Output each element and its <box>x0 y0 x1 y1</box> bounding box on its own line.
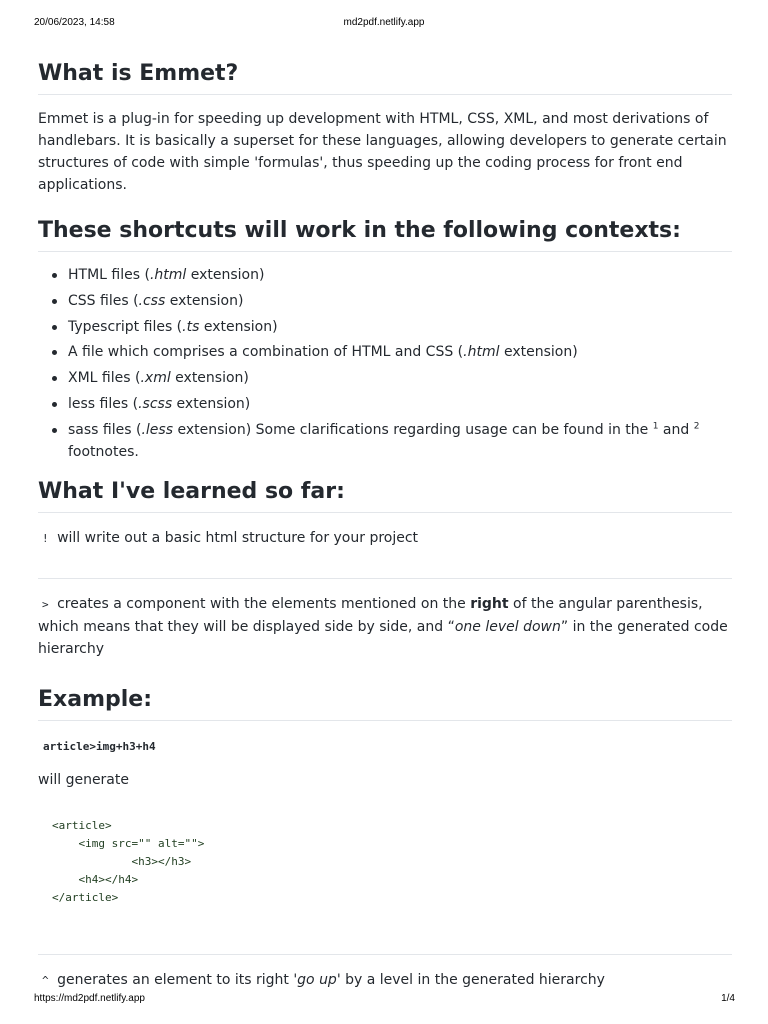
item-text: extension) Some clarifications regarding usage can be found in the <box>173 421 653 438</box>
item-extension: .less <box>141 421 173 438</box>
item-extension: .css <box>138 292 166 309</box>
item-text: extension) <box>172 395 251 412</box>
bullet-icon <box>52 325 57 330</box>
print-url: https://md2pdf.netlify.app <box>34 993 145 1004</box>
bullet-icon <box>52 299 57 304</box>
gt-text: ” in the generated code hierarchy <box>38 618 728 657</box>
bullet-icon <box>52 428 57 433</box>
print-site-name: md2pdf.netlify.app <box>343 17 425 28</box>
print-header <box>0 17 768 31</box>
emmet-abbreviation: article>img+h3+h4 <box>43 739 156 753</box>
gt-emphasis: one level down <box>454 618 561 635</box>
item-text: extension) <box>186 267 265 283</box>
gt-symbol: > <box>42 597 49 611</box>
list-item <box>68 393 732 415</box>
gt-bold: right <box>470 595 509 612</box>
item-text: sass files ( <box>68 421 142 438</box>
item-extension: .scss <box>138 395 173 412</box>
print-footer <box>0 993 768 1007</box>
item-text: footnotes. <box>68 443 139 460</box>
footnote-ref-1[interactable]: 1 <box>652 421 659 432</box>
item-text: extension) <box>499 344 578 361</box>
code-line: </article> <box>52 890 119 904</box>
caret-paragraph <box>38 969 732 992</box>
item-text: Typescript files ( <box>68 318 183 335</box>
caret-text: by a level in the generated hierarchy <box>340 971 605 988</box>
list-item <box>68 316 732 338</box>
item-text: CSS files ( <box>68 292 139 309</box>
item-text: extension) <box>199 318 278 335</box>
will-generate-text: will generate <box>38 771 129 788</box>
item-text: extension) <box>165 292 244 309</box>
item-text: extension) <box>170 370 249 387</box>
list-item <box>68 264 732 286</box>
caret-text: generates an element to its right <box>57 971 294 988</box>
contexts-list <box>38 264 732 463</box>
bang-symbol: ! <box>42 531 49 545</box>
code-line: <h4></h4> <box>52 872 139 886</box>
heading-contexts: These shortcuts will work in the following contexts: <box>38 216 732 252</box>
divider <box>38 578 732 579</box>
item-text: XML files ( <box>68 370 141 387</box>
heading-what-is-emmet: What is Emmet? <box>38 59 732 95</box>
list-item <box>68 290 732 312</box>
caret-symbol: ^ <box>42 973 49 987</box>
item-text: and <box>658 421 694 438</box>
item-text: HTML files ( <box>68 267 150 283</box>
footnote-ref-2[interactable]: 2 <box>693 421 700 432</box>
bang-description: will write out a basic html structure for your project <box>57 529 419 546</box>
intro-paragraph: Emmet is a plug-in for speeding up development with HTML, CSS, XML, and most derivations of handlebars. It is basically a superset for these languages, allowing developers to generate certain structures of code with simple 'formulas', thus speeding up the coding process for front end applications. <box>38 111 727 193</box>
list-item <box>68 419 732 463</box>
document-content <box>38 56 732 992</box>
code-line: <img src="" alt=""> <box>52 836 205 850</box>
divider <box>38 954 732 955</box>
gt-paragraph <box>38 593 732 660</box>
gt-text: creates a component with the elements mentioned on the <box>57 595 471 612</box>
gt-text: of the angular parenthesis, which means that they will be displayed side by side, and “ <box>38 595 703 635</box>
item-extension: .html <box>463 344 500 361</box>
heading-example: Example: <box>38 685 732 721</box>
caret-emphasis: 'go up' <box>293 971 341 988</box>
print-datetime: 20/06/2023, 14:58 <box>34 17 115 28</box>
code-line: <article> <box>52 818 112 832</box>
heading-learned: What I've learned so far: <box>38 477 732 513</box>
list-item <box>68 341 732 363</box>
bullet-icon <box>52 402 57 407</box>
item-extension: .html <box>149 267 187 283</box>
code-line: <h3></h3> <box>52 854 192 868</box>
code-block <box>38 817 732 907</box>
bullet-icon <box>52 350 57 355</box>
bang-paragraph <box>38 527 732 550</box>
item-extension: .ts <box>182 318 200 335</box>
item-text: less files ( <box>68 395 139 412</box>
page-number: 1/4 <box>721 993 735 1004</box>
list-item <box>68 367 732 389</box>
bullet-icon <box>52 273 57 278</box>
item-text: A file which comprises a combination of HTML and CSS ( <box>68 344 464 361</box>
item-extension: .xml <box>140 370 171 387</box>
bullet-icon <box>52 376 57 381</box>
